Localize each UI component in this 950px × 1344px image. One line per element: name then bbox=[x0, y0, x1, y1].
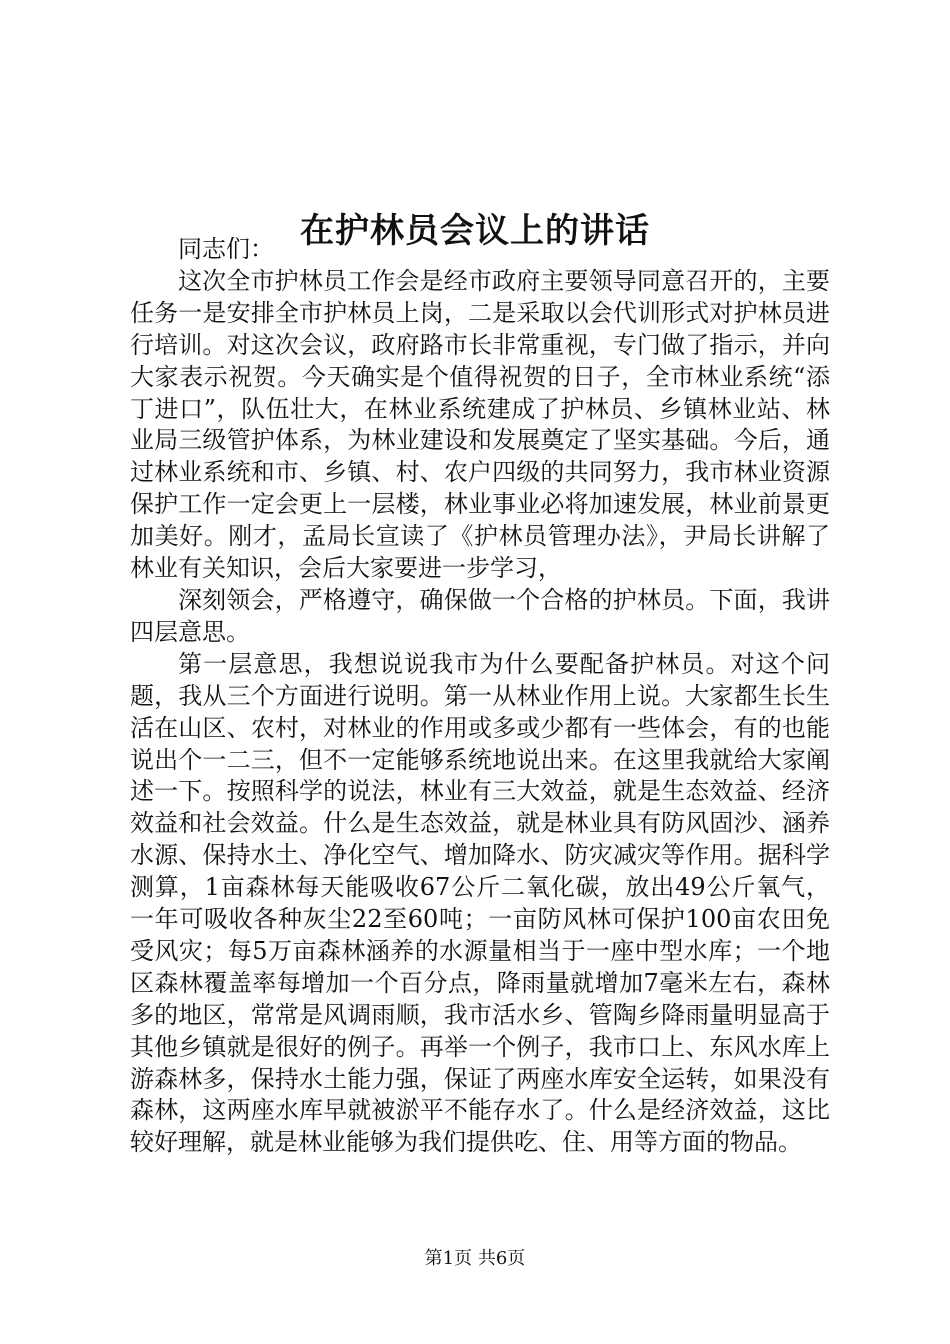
document-body bbox=[130, 234, 830, 1159]
paragraph: 这次全市护林员工作会是经市政府主要领导同意召开的，主要任务一是安排全市护林员上岗，二是采取以会代训形式对护林员进行培训。对这次会议，政府路市长非常重视，专门做了指示，并向大家表示祝贺。今天确实是个值得祝贺的日子，全市林业系统“添丁进口”，队伍壮大，在林业系统建成了护林员、乡镇林业站、林业局三级管护体系，为林业建设和发展奠定了坚实基础。今后，通过林业系统和市、乡镇、村、农户四级的共同努力，我市林业资源保护工作一定会更上一层楼，林业事业必将加速发展，林业前景更加美好。刚才，孟局长宣读了《护林员管理办法》，尹局长讲解了林业有关知识，会后大家要进一步学习， bbox=[130, 266, 830, 583]
document-title: 在护林员会议上的讲话 bbox=[300, 210, 650, 251]
paragraph: 深刻领会，严格遵守，确保做一个合格的护林员。下面，我讲四层意思。 bbox=[130, 585, 830, 646]
paragraph: 第一层意思，我想说说我市为什么要配备护林员。对这个问题，我从三个方面进行说明。第一从林业作用上说。大家都生长生活在山区、农村，对林业的作用或多或少都有一些体会，有的也能说出个一二三，但不一定能够系统地说出来。在这里我就给大家阐述一下。按照科学的说法，林业有三大效益，就是生态效益、经济效益和社会效益。什么是生态效益，就是林业具有防风固沙、涵养水源、保持水土、净化空气、增加降水、防灾减灾等作用。据科学测算，1亩森林每天能吸收67公斤二氧化碳，放出49公斤氧气，一年可吸收各种灰尘22至60吨；一亩防风林可保护100亩农田免受风灾；每5万亩森林涵养的水源量相当于一座中型水库；一个地区森林覆盖率每增加一个百分点，降雨量就增加7毫米左右，森林多的地区，常常是风调雨顺，我市活水乡、管陶乡降雨量明显高于其他乡镇就是很好的例子。再举一个例子，我市口上、东风水库上游森林多，保持水土能力强，保证了两座水库安全运转，如果没有森林，这两座水库早就被淤平不能存水了。什么是经济效益，这比较好理解，就是林业能够为我们提供吃、住、用等方面的物品。 bbox=[130, 649, 830, 1157]
page-number: 第1页 共6页 bbox=[424, 1248, 526, 1269]
salutation: 同志们： bbox=[178, 235, 274, 263]
